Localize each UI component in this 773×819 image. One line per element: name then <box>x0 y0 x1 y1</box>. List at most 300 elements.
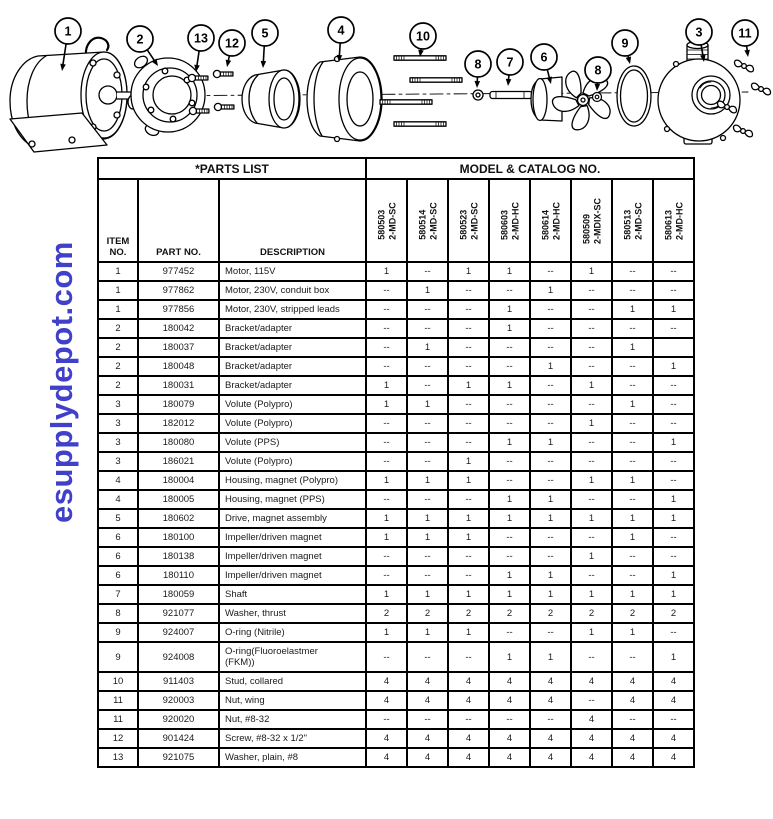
description-cell: Shaft <box>219 585 366 604</box>
description-cell: O-ring (Nitrile) <box>219 623 366 642</box>
qty-cell: 1 <box>407 509 448 528</box>
qty-cell: 4 <box>571 748 612 767</box>
qty-cell: 1 <box>530 585 571 604</box>
qty-cell: -- <box>612 452 653 471</box>
qty-cell: 1 <box>530 566 571 585</box>
item-no-cell: 2 <box>98 338 138 357</box>
qty-cell: 2 <box>366 604 407 623</box>
model-column-header: 580509 2-MDIX-SC <box>571 179 612 262</box>
model-column-header: 580513 2-MD-SC <box>612 179 653 262</box>
part-no-cell: 180048 <box>138 357 219 376</box>
qty-cell: 1 <box>407 623 448 642</box>
item-no-cell: 10 <box>98 672 138 691</box>
description-cell: Bracket/adapter <box>219 357 366 376</box>
qty-cell: -- <box>653 395 694 414</box>
qty-cell: 1 <box>366 623 407 642</box>
item-no-cell: 1 <box>98 300 138 319</box>
centerline <box>118 92 748 96</box>
qty-cell: 4 <box>653 672 694 691</box>
qty-cell: -- <box>571 281 612 300</box>
qty-cell: 1 <box>448 471 489 490</box>
description-cell: Screw, #8-32 x 1/2" <box>219 729 366 748</box>
description-cell: Washer, plain, #8 <box>219 748 366 767</box>
model-column-header: 580603 2-MD-HC <box>489 179 530 262</box>
callout-number: 13 <box>194 31 208 46</box>
qty-cell: -- <box>612 357 653 376</box>
qty-cell: -- <box>612 547 653 566</box>
item-no-cell: 9 <box>98 623 138 642</box>
qty-cell: -- <box>366 414 407 433</box>
part-no-cell: 924007 <box>138 623 219 642</box>
table-row <box>98 604 694 623</box>
description-cell: Nut, wing <box>219 691 366 710</box>
o-ring-drawing <box>617 66 651 126</box>
qty-cell: 1 <box>612 585 653 604</box>
qty-cell: 4 <box>407 672 448 691</box>
description-cell: Drive, magnet assembly <box>219 509 366 528</box>
table-row <box>98 691 694 710</box>
callout-5 <box>252 20 278 68</box>
table-row <box>98 672 694 691</box>
item-no-cell: 12 <box>98 729 138 748</box>
qty-cell: -- <box>366 490 407 509</box>
callout-number: 3 <box>695 25 703 40</box>
qty-cell: -- <box>612 566 653 585</box>
qty-cell: -- <box>571 357 612 376</box>
qty-cell: -- <box>489 395 530 414</box>
part-no-cell: 911403 <box>138 672 219 691</box>
qty-cell: -- <box>407 433 448 452</box>
table-row <box>98 376 694 395</box>
description-header: DESCRIPTION <box>219 179 366 262</box>
qty-cell: -- <box>448 433 489 452</box>
qty-cell: 1 <box>571 623 612 642</box>
item-no-cell: 3 <box>98 414 138 433</box>
table-head <box>98 158 694 262</box>
qty-cell: 1 <box>612 528 653 547</box>
drive-magnet-drawing <box>242 70 300 128</box>
qty-cell: -- <box>612 433 653 452</box>
callout-7 <box>497 49 523 86</box>
model-column-header: 580503 2-MD-SC <box>366 179 407 262</box>
qty-cell: 1 <box>571 376 612 395</box>
model-column-header: 580614 2-MD-HC <box>530 179 571 262</box>
qty-cell: -- <box>530 471 571 490</box>
qty-cell: -- <box>366 357 407 376</box>
callout-number: 8 <box>474 57 482 72</box>
part-no-cell: 180037 <box>138 338 219 357</box>
description-cell: Volute (PPS) <box>219 433 366 452</box>
table-row <box>98 300 694 319</box>
qty-cell: 4 <box>612 691 653 710</box>
description-cell: Impeller/driven magnet <box>219 547 366 566</box>
qty-cell: 4 <box>489 672 530 691</box>
qty-cell: -- <box>407 547 448 566</box>
qty-cell <box>653 338 694 357</box>
description-cell: Washer, thrust <box>219 604 366 623</box>
table-row <box>98 281 694 300</box>
part-no-cell: 182012 <box>138 414 219 433</box>
table-row <box>98 471 694 490</box>
qty-cell: 1 <box>612 300 653 319</box>
qty-cell: 4 <box>612 672 653 691</box>
qty-cell: -- <box>407 357 448 376</box>
table-row <box>98 710 694 729</box>
qty-cell: -- <box>366 547 407 566</box>
item-no-cell: 11 <box>98 691 138 710</box>
qty-cell: 1 <box>448 376 489 395</box>
description-cell: Volute (Polypro) <box>219 414 366 433</box>
table-row <box>98 414 694 433</box>
part-no-cell: 920003 <box>138 691 219 710</box>
qty-cell: -- <box>366 642 407 672</box>
qty-cell: -- <box>407 490 448 509</box>
qty-cell: 1 <box>571 262 612 281</box>
qty-cell: -- <box>366 281 407 300</box>
qty-cell: -- <box>448 490 489 509</box>
part-no-cell: 977862 <box>138 281 219 300</box>
part-no-cell: 180100 <box>138 528 219 547</box>
qty-cell: -- <box>653 623 694 642</box>
qty-cell: 1 <box>530 490 571 509</box>
qty-cell: 4 <box>489 691 530 710</box>
qty-cell: -- <box>571 452 612 471</box>
item-no-cell: 3 <box>98 452 138 471</box>
qty-cell: -- <box>407 452 448 471</box>
qty-cell: 2 <box>653 604 694 623</box>
thrust-washer-drawing <box>473 90 483 100</box>
qty-cell: 1 <box>366 395 407 414</box>
item-no-cell: 4 <box>98 490 138 509</box>
part-no-cell: 921075 <box>138 748 219 767</box>
qty-cell: -- <box>571 566 612 585</box>
column-header-row <box>98 179 694 262</box>
part-no-cell: 920020 <box>138 710 219 729</box>
magnet-housing-drawing <box>307 57 382 142</box>
qty-cell: 1 <box>448 509 489 528</box>
qty-cell: -- <box>612 710 653 729</box>
qty-cell: -- <box>530 710 571 729</box>
shaft-drawing <box>490 92 532 99</box>
description-cell: Bracket/adapter <box>219 338 366 357</box>
description-cell: Bracket/adapter <box>219 319 366 338</box>
second-washer-drawing <box>593 93 602 102</box>
qty-cell: -- <box>571 319 612 338</box>
qty-cell: 4 <box>612 729 653 748</box>
table-row <box>98 623 694 642</box>
qty-cell: 4 <box>530 729 571 748</box>
qty-cell: -- <box>653 452 694 471</box>
qty-cell: -- <box>407 300 448 319</box>
qty-cell: -- <box>653 710 694 729</box>
qty-cell: -- <box>571 433 612 452</box>
qty-cell: 1 <box>366 471 407 490</box>
qty-cell: -- <box>653 262 694 281</box>
qty-cell: 1 <box>530 509 571 528</box>
callout-number: 10 <box>416 29 430 44</box>
part-no-cell: 180110 <box>138 566 219 585</box>
qty-cell: 1 <box>571 471 612 490</box>
part-no-cell: 180602 <box>138 509 219 528</box>
table-row <box>98 357 694 376</box>
qty-cell: 1 <box>530 642 571 672</box>
qty-cell: -- <box>448 357 489 376</box>
description-cell: Impeller/driven magnet <box>219 566 366 585</box>
model-column-header: 580523 2-MD-SC <box>448 179 489 262</box>
qty-cell: 1 <box>407 395 448 414</box>
qty-cell: 4 <box>653 691 694 710</box>
qty-cell: -- <box>489 623 530 642</box>
part-no-cell: 180138 <box>138 547 219 566</box>
qty-cell: 4 <box>448 691 489 710</box>
item-no-cell: 5 <box>98 509 138 528</box>
description-cell: Volute (Polypro) <box>219 452 366 471</box>
qty-cell: 4 <box>407 691 448 710</box>
qty-cell: -- <box>653 281 694 300</box>
qty-cell: -- <box>489 414 530 433</box>
qty-cell: -- <box>530 300 571 319</box>
model-column-header: 580613 2-MD-HC <box>653 179 694 262</box>
qty-cell: -- <box>366 452 407 471</box>
qty-cell: 2 <box>612 604 653 623</box>
part-no-cell: 180079 <box>138 395 219 414</box>
qty-cell: -- <box>653 319 694 338</box>
qty-cell: 1 <box>653 585 694 604</box>
part-no-header: PART NO. <box>138 179 219 262</box>
qty-cell: 4 <box>653 729 694 748</box>
qty-cell: 4 <box>571 729 612 748</box>
table-row <box>98 585 694 604</box>
qty-cell: -- <box>489 452 530 471</box>
part-no-cell: 180031 <box>138 376 219 395</box>
qty-cell: -- <box>612 281 653 300</box>
qty-cell: 1 <box>489 319 530 338</box>
qty-cell: 1 <box>489 490 530 509</box>
qty-cell: -- <box>530 338 571 357</box>
exploded-diagram <box>0 0 773 155</box>
table-row <box>98 547 694 566</box>
qty-cell: -- <box>612 262 653 281</box>
part-no-cell: 924008 <box>138 642 219 672</box>
table-row <box>98 319 694 338</box>
qty-cell: -- <box>448 547 489 566</box>
qty-cell: 1 <box>571 414 612 433</box>
qty-cell: -- <box>489 281 530 300</box>
callout-number: 9 <box>621 36 629 51</box>
qty-cell: -- <box>407 319 448 338</box>
callout-number: 5 <box>261 26 269 41</box>
qty-cell: 1 <box>653 433 694 452</box>
qty-cell: 4 <box>530 672 571 691</box>
qty-cell: -- <box>653 471 694 490</box>
qty-cell: 4 <box>530 748 571 767</box>
qty-cell: 1 <box>571 509 612 528</box>
callout-number: 2 <box>136 32 144 47</box>
qty-cell: 4 <box>489 729 530 748</box>
qty-cell: 1 <box>612 623 653 642</box>
qty-cell: 1 <box>530 433 571 452</box>
item-no-cell: 3 <box>98 395 138 414</box>
item-no-cell: 1 <box>98 262 138 281</box>
qty-cell: 1 <box>653 642 694 672</box>
qty-cell: 1 <box>407 281 448 300</box>
qty-cell: -- <box>530 623 571 642</box>
qty-cell: 1 <box>571 547 612 566</box>
qty-cell: -- <box>366 566 407 585</box>
qty-cell: 1 <box>612 338 653 357</box>
table-row <box>98 433 694 452</box>
table-row <box>98 642 694 672</box>
callout-number: 7 <box>506 55 514 70</box>
qty-cell: -- <box>489 357 530 376</box>
description-cell: Motor, 230V, conduit box <box>219 281 366 300</box>
part-no-cell: 180080 <box>138 433 219 452</box>
qty-cell: 1 <box>489 262 530 281</box>
qty-cell: 4 <box>571 672 612 691</box>
qty-cell: -- <box>530 547 571 566</box>
description-cell: Housing, magnet (Polypro) <box>219 471 366 490</box>
table-row <box>98 748 694 767</box>
callout-8 <box>465 51 491 88</box>
qty-cell: 1 <box>489 642 530 672</box>
qty-cell: 2 <box>448 604 489 623</box>
qty-cell: -- <box>571 490 612 509</box>
qty-cell: -- <box>653 528 694 547</box>
qty-cell: 1 <box>366 376 407 395</box>
item-no-cell: 4 <box>98 471 138 490</box>
studs-drawing <box>380 56 462 126</box>
qty-cell: -- <box>407 376 448 395</box>
qty-cell: -- <box>448 710 489 729</box>
item-no-cell: 9 <box>98 642 138 672</box>
item-no-cell: 11 <box>98 710 138 729</box>
volute-drawing <box>658 42 740 145</box>
qty-cell: -- <box>489 710 530 729</box>
part-no-cell: 977452 <box>138 262 219 281</box>
item-no-cell: 6 <box>98 566 138 585</box>
table-row <box>98 338 694 357</box>
qty-cell: 1 <box>653 300 694 319</box>
qty-cell: 1 <box>653 509 694 528</box>
description-cell: Stud, collared <box>219 672 366 691</box>
callout-number: 1 <box>64 24 72 39</box>
description-cell: Nut, #8-32 <box>219 710 366 729</box>
qty-cell: -- <box>366 319 407 338</box>
model-column-header: 580514 2-MD-SC <box>407 179 448 262</box>
qty-cell: 1 <box>407 338 448 357</box>
table-row <box>98 452 694 471</box>
qty-cell: -- <box>448 642 489 672</box>
qty-cell: -- <box>530 319 571 338</box>
qty-cell: -- <box>448 338 489 357</box>
qty-cell: -- <box>407 414 448 433</box>
item-no-cell: 2 <box>98 376 138 395</box>
qty-cell: 1 <box>530 357 571 376</box>
qty-cell: -- <box>571 338 612 357</box>
qty-cell: -- <box>653 376 694 395</box>
qty-cell: -- <box>448 414 489 433</box>
item-no-cell: 1 <box>98 281 138 300</box>
callout-number: 11 <box>738 26 752 41</box>
qty-cell: 1 <box>653 490 694 509</box>
model-catalog-header: MODEL & CATALOG NO. <box>366 158 694 179</box>
item-no-header <box>98 179 138 262</box>
parts-table-body <box>98 262 694 767</box>
qty-cell: 2 <box>571 604 612 623</box>
table-row <box>98 566 694 585</box>
table-row <box>98 528 694 547</box>
item-no-cell: 13 <box>98 748 138 767</box>
qty-cell: -- <box>366 338 407 357</box>
description-cell: Housing, magnet (PPS) <box>219 490 366 509</box>
qty-cell: 1 <box>448 528 489 547</box>
parts-table <box>97 157 695 768</box>
description-cell: Impeller/driven magnet <box>219 528 366 547</box>
description-cell: Motor, 230V, stripped leads <box>219 300 366 319</box>
qty-cell: -- <box>530 452 571 471</box>
qty-cell: -- <box>530 376 571 395</box>
item-no-cell: 2 <box>98 319 138 338</box>
qty-cell: -- <box>530 414 571 433</box>
qty-cell: -- <box>571 395 612 414</box>
qty-cell: 1 <box>448 585 489 604</box>
qty-cell: 4 <box>571 710 612 729</box>
qty-cell: -- <box>448 395 489 414</box>
qty-cell: 1 <box>653 357 694 376</box>
qty-cell: 1 <box>530 281 571 300</box>
qty-cell: -- <box>448 281 489 300</box>
qty-cell: 1 <box>612 509 653 528</box>
qty-cell: 1 <box>612 395 653 414</box>
callout-number: 12 <box>225 36 239 51</box>
qty-cell: 1 <box>489 300 530 319</box>
part-no-cell: 180004 <box>138 471 219 490</box>
qty-cell: 4 <box>366 729 407 748</box>
qty-cell: 1 <box>489 509 530 528</box>
qty-cell: 1 <box>489 376 530 395</box>
callout-4 <box>328 17 354 62</box>
qty-cell: 4 <box>366 748 407 767</box>
bracket-adapter-drawing <box>128 54 205 138</box>
qty-cell: 4 <box>653 748 694 767</box>
qty-cell: -- <box>653 547 694 566</box>
item-no-cell: 7 <box>98 585 138 604</box>
qty-cell: -- <box>530 528 571 547</box>
qty-cell: 2 <box>407 604 448 623</box>
qty-cell: -- <box>653 414 694 433</box>
qty-cell: 1 <box>366 509 407 528</box>
qty-cell: 1 <box>489 566 530 585</box>
table-row <box>98 395 694 414</box>
item-no-line2: NO. <box>109 247 127 258</box>
qty-cell: -- <box>448 566 489 585</box>
qty-cell: 1 <box>407 471 448 490</box>
part-no-cell: 180005 <box>138 490 219 509</box>
qty-cell: 1 <box>448 452 489 471</box>
qty-cell: -- <box>571 642 612 672</box>
item-no-cell: 6 <box>98 528 138 547</box>
table-row <box>98 729 694 748</box>
item-no-cell: 2 <box>98 357 138 376</box>
qty-cell: -- <box>612 319 653 338</box>
description-cell: Motor, 115V <box>219 262 366 281</box>
qty-cell: 1 <box>489 585 530 604</box>
qty-cell: -- <box>571 300 612 319</box>
qty-cell: -- <box>489 338 530 357</box>
qty-cell: 4 <box>448 729 489 748</box>
part-no-cell: 186021 <box>138 452 219 471</box>
qty-cell: 1 <box>653 566 694 585</box>
